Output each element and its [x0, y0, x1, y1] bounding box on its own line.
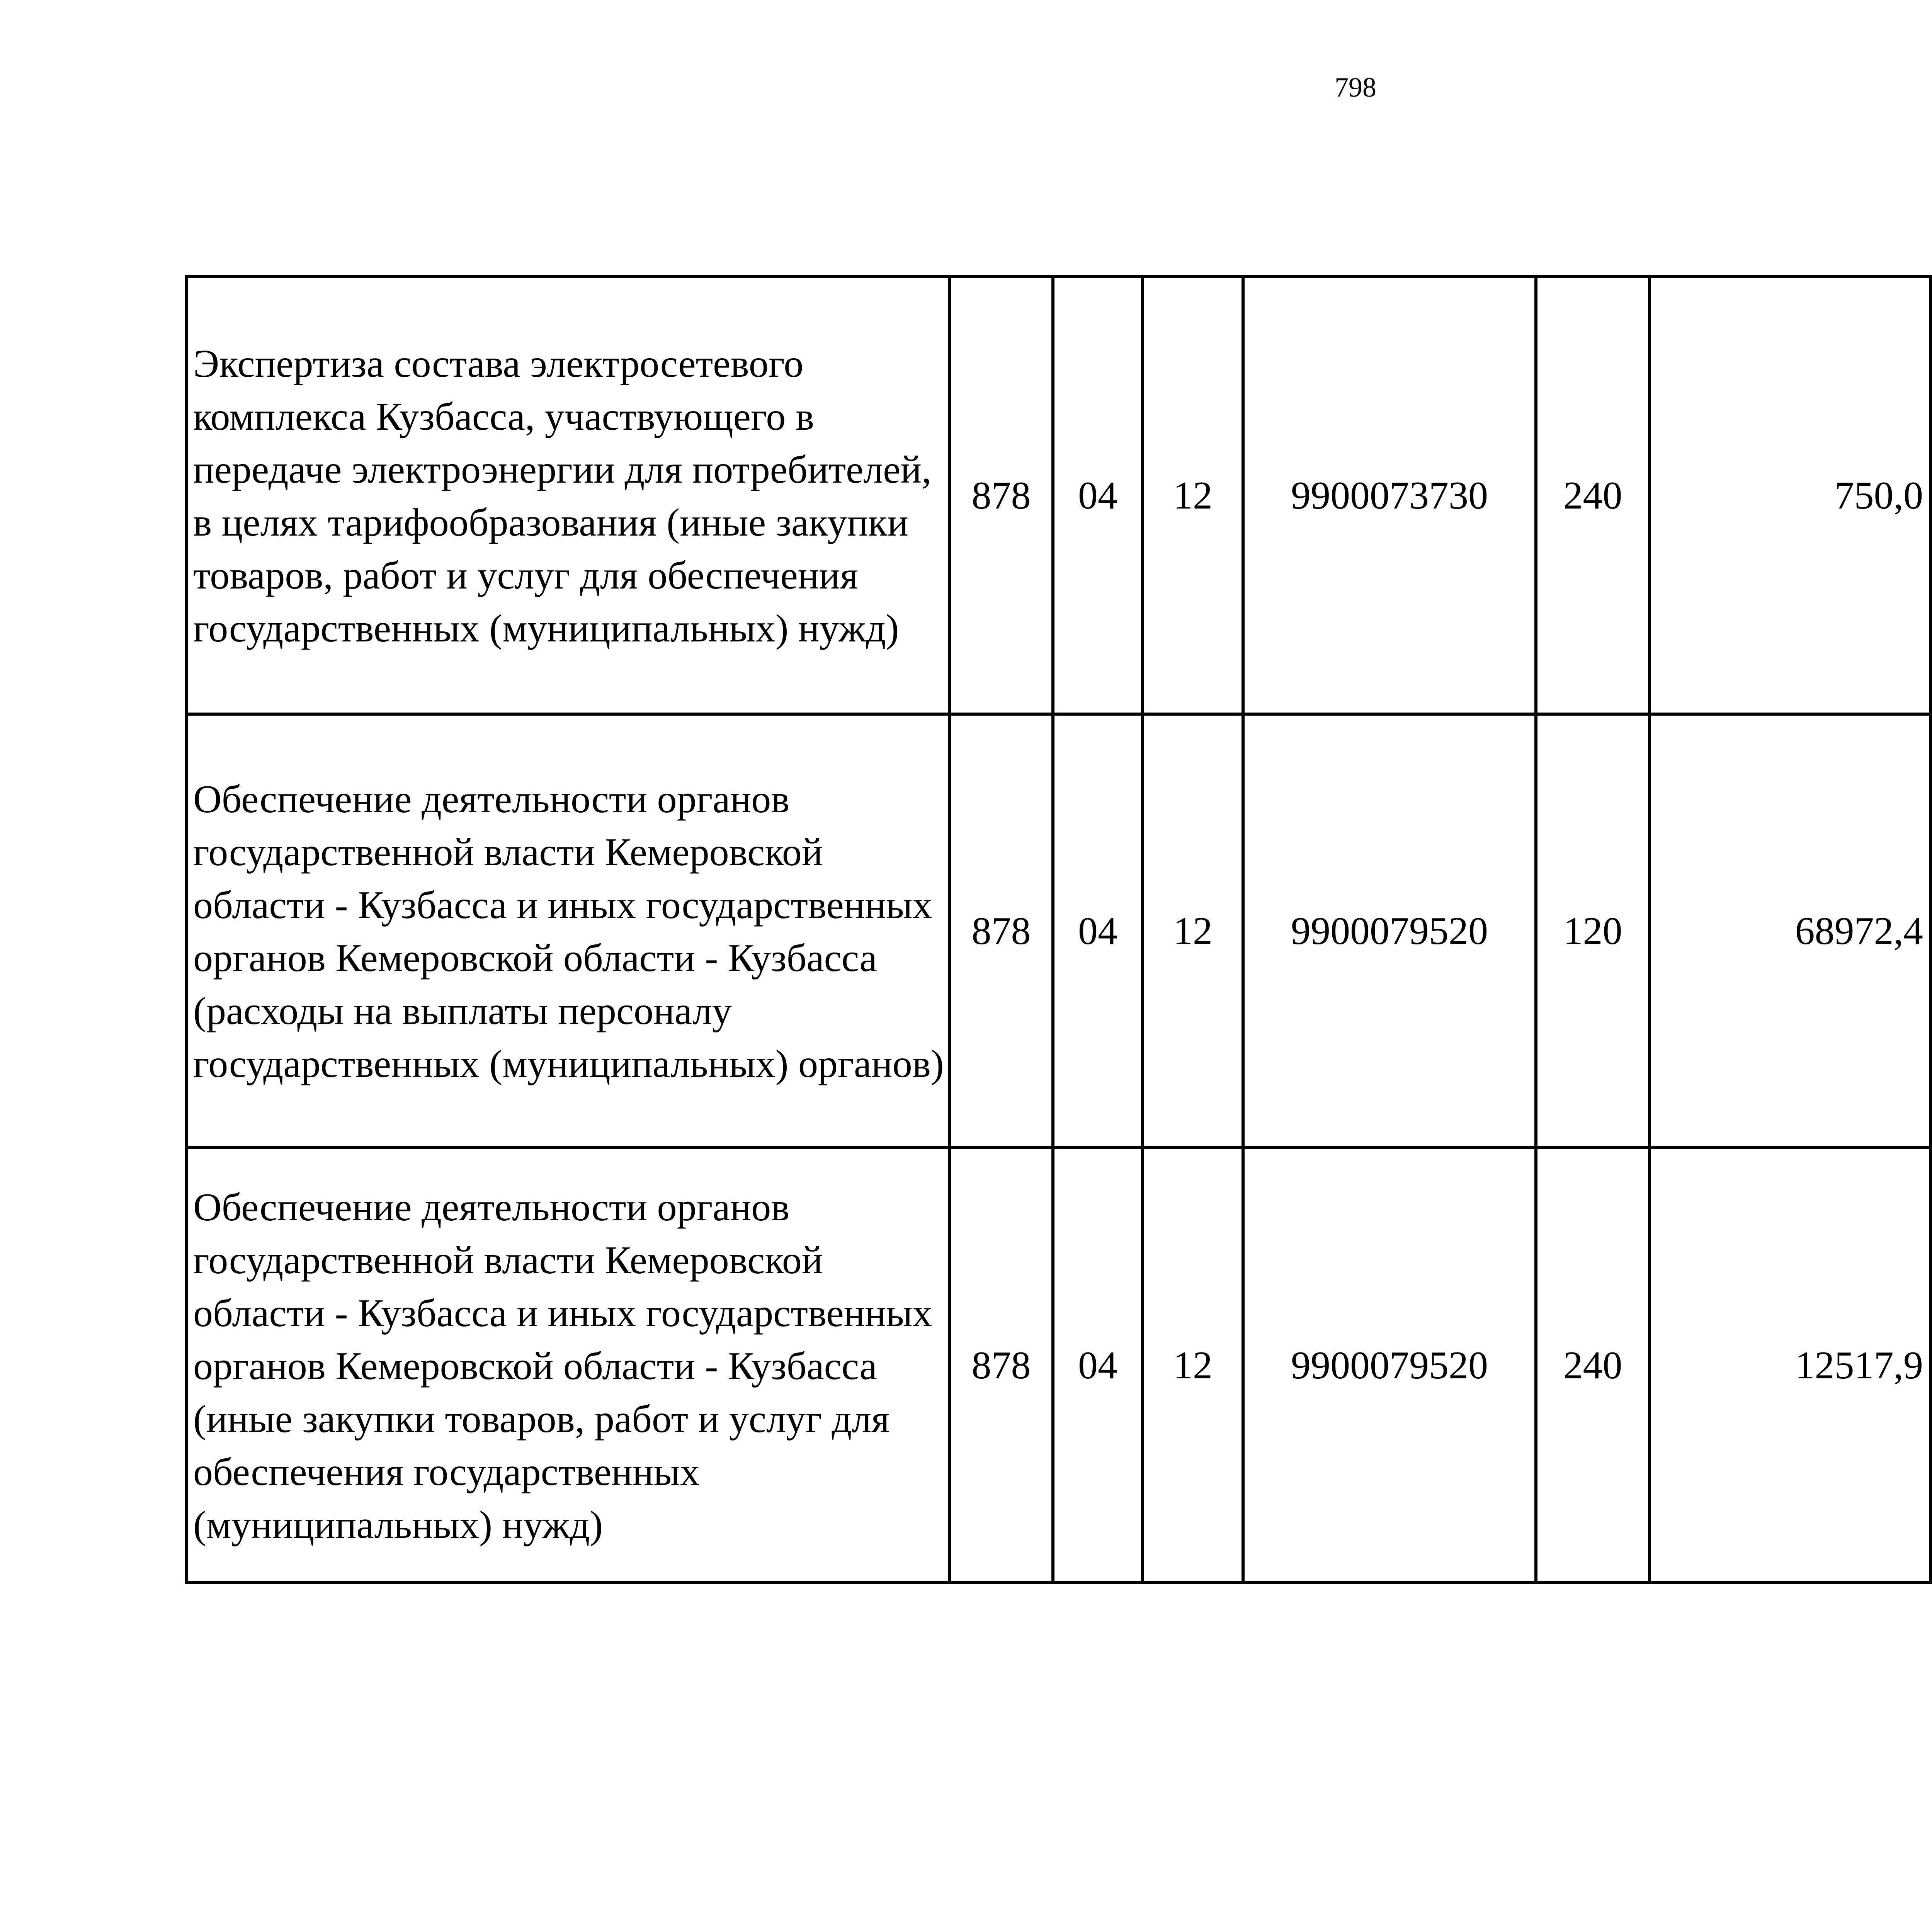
- amount-1: 68972,4: [1650, 714, 1931, 1148]
- ministry-code: 878: [949, 1148, 1053, 1583]
- target-article-code: 9900073730: [1243, 277, 1536, 714]
- section-code: 04: [1053, 714, 1143, 1148]
- target-article-code: 9900079520: [1243, 714, 1536, 1148]
- amount-1: 750,0: [1650, 277, 1931, 714]
- table-row: [186, 714, 1932, 1148]
- page-number: 798: [1335, 72, 1376, 103]
- table-row: [186, 277, 1932, 714]
- row-description: Экспертиза состава электросетевого комплекса Кузбасса, участвующего в передаче электроэнергии для потребителей, в целях тарифообразования (иные закупки товаров, работ и услуг для обеспечения государственных (муниципальных) нужд): [186, 277, 949, 714]
- section-code: 04: [1053, 277, 1143, 714]
- expense-type-code: 240: [1536, 277, 1650, 714]
- row-description: Обеспечение деятельности органов государственной власти Кемеровской области - Кузбасса и иных государственных органов Кемеровской области - Кузбасса (иные закупки товаров, работ и услуг для обеспечения государственных (муниципальных) нужд): [186, 1148, 949, 1583]
- ministry-code: 878: [949, 277, 1053, 714]
- table-row: [186, 1148, 1932, 1583]
- budget-table: [185, 275, 1932, 1584]
- subsection-code: 12: [1143, 714, 1243, 1148]
- amount-1: 12517,9: [1650, 1148, 1931, 1583]
- row-description: Обеспечение деятельности органов государственной власти Кемеровской области - Кузбасса и иных государственных органов Кемеровской области - Кузбасса (расходы на выплаты персоналу государственных (муниципальных) органов): [186, 714, 949, 1148]
- ministry-code: 878: [949, 714, 1053, 1148]
- target-article-code: 9900079520: [1243, 1148, 1536, 1583]
- subsection-code: 12: [1143, 277, 1243, 714]
- subsection-code: 12: [1143, 1148, 1243, 1583]
- expense-type-code: 120: [1536, 714, 1650, 1148]
- section-code: 04: [1053, 1148, 1143, 1583]
- expense-type-code: 240: [1536, 1148, 1650, 1583]
